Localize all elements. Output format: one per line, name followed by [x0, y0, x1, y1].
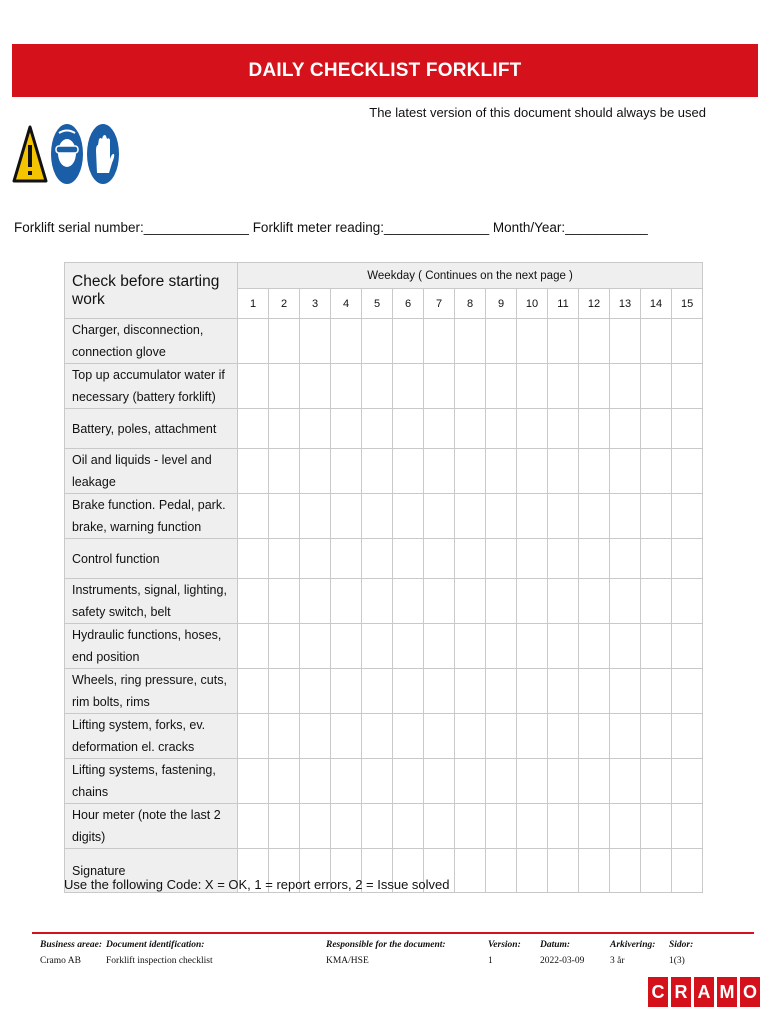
check-cell[interactable] — [579, 759, 610, 804]
day-number: 8 — [455, 289, 486, 319]
check-cell[interactable] — [331, 319, 362, 364]
check-cell[interactable] — [238, 319, 269, 364]
check-cell[interactable] — [331, 449, 362, 494]
check-cell[interactable] — [548, 624, 579, 669]
check-cell[interactable] — [672, 849, 703, 893]
check-cell[interactable] — [486, 624, 517, 669]
check-cell[interactable] — [331, 624, 362, 669]
check-cell[interactable] — [672, 449, 703, 494]
meter-label: Forklift meter reading: — [252, 220, 384, 235]
checklist-item-label: Control function — [65, 539, 238, 579]
check-cell[interactable] — [455, 669, 486, 714]
table-row — [65, 714, 703, 759]
check-cell[interactable] — [610, 494, 641, 539]
check-cell[interactable] — [424, 364, 455, 409]
check-cell[interactable] — [486, 804, 517, 849]
check-cell[interactable] — [238, 624, 269, 669]
check-cell[interactable] — [517, 579, 548, 624]
check-cell[interactable] — [548, 669, 579, 714]
table-row — [65, 669, 703, 714]
check-cell[interactable] — [393, 759, 424, 804]
check-cell[interactable] — [641, 539, 672, 579]
check-cell[interactable] — [362, 319, 393, 364]
check-cell[interactable] — [672, 714, 703, 759]
day-number: 9 — [486, 289, 517, 319]
check-cell[interactable] — [300, 624, 331, 669]
check-cell[interactable] — [331, 714, 362, 759]
check-cell[interactable] — [486, 849, 517, 893]
check-cell[interactable] — [610, 319, 641, 364]
check-cell[interactable] — [610, 579, 641, 624]
day-number: 11 — [548, 289, 579, 319]
check-cell[interactable] — [300, 319, 331, 364]
check-cell[interactable] — [424, 579, 455, 624]
table-row — [65, 364, 703, 409]
check-cell[interactable] — [486, 364, 517, 409]
check-cell[interactable] — [238, 759, 269, 804]
check-cell[interactable] — [486, 409, 517, 449]
table-row — [65, 449, 703, 494]
check-cell[interactable] — [393, 669, 424, 714]
check-cell[interactable] — [269, 579, 300, 624]
checklist-item-label: Lifting system, forks, ev. deformation el. cracks — [65, 714, 238, 759]
table-row — [65, 494, 703, 539]
check-cell[interactable] — [610, 449, 641, 494]
logo-letter: O — [740, 977, 760, 1007]
check-cell[interactable] — [362, 804, 393, 849]
check-cell[interactable] — [269, 319, 300, 364]
checklist-item-label: Instruments, signal, lighting, safety switch, belt — [65, 579, 238, 624]
document-title: DAILY CHECKLIST FORKLIFT — [12, 44, 758, 97]
day-number: 2 — [269, 289, 300, 319]
footer-archiving: Arkivering: 3 år — [610, 940, 656, 966]
check-cell[interactable] — [548, 849, 579, 893]
check-cell[interactable] — [672, 494, 703, 539]
checklist-item-label: Top up accumulator water if necessary (battery forklift) — [65, 364, 238, 409]
day-number: 1 — [238, 289, 269, 319]
check-cell[interactable] — [641, 849, 672, 893]
check-cell[interactable] — [579, 849, 610, 893]
check-cell[interactable] — [641, 494, 672, 539]
check-cell[interactable] — [424, 669, 455, 714]
table-row — [65, 759, 703, 804]
document-footer — [32, 932, 754, 966]
check-cell[interactable] — [672, 759, 703, 804]
logo-letter: R — [671, 977, 691, 1007]
check-cell[interactable] — [548, 449, 579, 494]
check-cell[interactable] — [610, 759, 641, 804]
check-cell[interactable] — [672, 624, 703, 669]
check-cell[interactable] — [300, 449, 331, 494]
check-cell[interactable] — [486, 449, 517, 494]
check-cell[interactable] — [362, 579, 393, 624]
checklist-item-label: Battery, poles, attachment — [65, 409, 238, 449]
check-cell[interactable] — [238, 494, 269, 539]
check-cell[interactable] — [238, 364, 269, 409]
check-cell[interactable] — [269, 669, 300, 714]
check-cell[interactable] — [424, 714, 455, 759]
check-cell[interactable] — [269, 449, 300, 494]
check-cell[interactable] — [393, 579, 424, 624]
check-cell[interactable] — [331, 579, 362, 624]
footer-document-id: Document identification: Forklift inspection checklist — [106, 940, 213, 966]
check-cell[interactable] — [362, 494, 393, 539]
check-cell[interactable] — [486, 714, 517, 759]
check-cell[interactable] — [610, 714, 641, 759]
check-cell[interactable] — [393, 539, 424, 579]
check-cell[interactable] — [393, 449, 424, 494]
check-cell[interactable] — [362, 364, 393, 409]
check-cell[interactable] — [672, 364, 703, 409]
logo-letter: M — [717, 977, 737, 1007]
check-cell[interactable] — [579, 449, 610, 494]
check-cell[interactable] — [455, 409, 486, 449]
check-cell[interactable] — [269, 804, 300, 849]
check-cell[interactable] — [641, 364, 672, 409]
checklist-table — [64, 262, 703, 893]
check-cell[interactable] — [269, 624, 300, 669]
check-cell[interactable] — [579, 624, 610, 669]
check-cell[interactable] — [517, 539, 548, 579]
check-cell[interactable] — [486, 319, 517, 364]
check-cell[interactable] — [548, 364, 579, 409]
checklist-item-label: Wheels, ring pressure, cuts, rim bolts, rims — [65, 669, 238, 714]
month-label: Month/Year: — [492, 220, 566, 235]
check-cell[interactable] — [486, 669, 517, 714]
day-number: 3 — [300, 289, 331, 319]
check-cell[interactable] — [486, 494, 517, 539]
version-note: The latest version of this document should always be used — [369, 105, 706, 120]
check-cell[interactable] — [331, 669, 362, 714]
check-cell[interactable] — [455, 804, 486, 849]
check-cell[interactable] — [579, 804, 610, 849]
check-cell[interactable] — [517, 364, 548, 409]
warning-icon — [12, 123, 48, 185]
check-cell[interactable] — [238, 409, 269, 449]
check-cell[interactable] — [238, 669, 269, 714]
check-cell[interactable] — [393, 804, 424, 849]
logo-letter: A — [694, 977, 714, 1007]
check-cell[interactable] — [517, 624, 548, 669]
check-cell[interactable] — [362, 539, 393, 579]
check-cell[interactable] — [300, 409, 331, 449]
check-cell[interactable] — [610, 409, 641, 449]
check-cell[interactable] — [424, 759, 455, 804]
check-cell[interactable] — [455, 759, 486, 804]
check-cell[interactable] — [517, 804, 548, 849]
check-cell[interactable] — [610, 849, 641, 893]
check-cell[interactable] — [300, 539, 331, 579]
table-row — [65, 319, 703, 364]
checklist-item-label: Hour meter (note the last 2 digits) — [65, 804, 238, 849]
code-legend: Use the following Code: X = OK, 1 = report errors, 2 = Issue solved — [64, 877, 450, 892]
check-cell[interactable] — [641, 669, 672, 714]
check-cell[interactable] — [362, 714, 393, 759]
check-cell[interactable] — [579, 319, 610, 364]
check-cell[interactable] — [672, 409, 703, 449]
check-cell[interactable] — [548, 409, 579, 449]
check-cell[interactable] — [393, 319, 424, 364]
check-cell[interactable] — [579, 579, 610, 624]
check-cell[interactable] — [424, 409, 455, 449]
serial-field[interactable]: ______________ — [143, 220, 249, 235]
day-number: 13 — [610, 289, 641, 319]
check-cell[interactable] — [517, 409, 548, 449]
check-cell[interactable] — [517, 319, 548, 364]
checklist-item-label: Signature — [65, 849, 238, 893]
check-cell[interactable] — [393, 364, 424, 409]
check-cell[interactable] — [424, 449, 455, 494]
check-cell[interactable] — [579, 669, 610, 714]
check-cell[interactable] — [610, 624, 641, 669]
check-cell[interactable] — [455, 449, 486, 494]
check-cell[interactable] — [269, 364, 300, 409]
checklist-item-label: Charger, disconnection, connection glove — [65, 319, 238, 364]
check-cell[interactable] — [269, 539, 300, 579]
table-row — [65, 804, 703, 849]
check-cell[interactable] — [672, 539, 703, 579]
check-cell[interactable] — [579, 539, 610, 579]
check-cell[interactable] — [300, 759, 331, 804]
check-cell[interactable] — [424, 624, 455, 669]
cramo-logo — [648, 977, 760, 1007]
checklist-item-label: Lifting systems, fastening, chains — [65, 759, 238, 804]
check-cell[interactable] — [331, 364, 362, 409]
check-cell[interactable] — [641, 804, 672, 849]
check-cell[interactable] — [579, 364, 610, 409]
check-cell[interactable] — [455, 624, 486, 669]
day-number: 5 — [362, 289, 393, 319]
check-cell[interactable] — [455, 849, 486, 893]
check-cell[interactable] — [486, 539, 517, 579]
forklift-info-line — [14, 220, 648, 235]
weekday-header: Weekday ( Continues on the next page ) — [238, 263, 703, 289]
check-cell[interactable] — [548, 539, 579, 579]
day-number: 4 — [331, 289, 362, 319]
footer-version: Version: 1 — [488, 940, 521, 966]
check-cell[interactable] — [424, 804, 455, 849]
check-cell[interactable] — [238, 539, 269, 579]
check-cell[interactable] — [393, 409, 424, 449]
check-cell[interactable] — [610, 669, 641, 714]
check-cell[interactable] — [641, 579, 672, 624]
check-cell[interactable] — [610, 804, 641, 849]
check-cell[interactable] — [672, 319, 703, 364]
check-cell[interactable] — [331, 759, 362, 804]
table-row — [65, 624, 703, 669]
check-cell[interactable] — [455, 579, 486, 624]
check-cell[interactable] — [579, 409, 610, 449]
check-cell[interactable] — [300, 804, 331, 849]
check-cell[interactable] — [548, 804, 579, 849]
logo-letter: C — [648, 977, 668, 1007]
check-cell[interactable] — [455, 319, 486, 364]
check-cell[interactable] — [548, 759, 579, 804]
footer-responsible: Responsible for the document: KMA/HSE — [326, 940, 446, 966]
check-cell[interactable] — [641, 624, 672, 669]
check-cell[interactable] — [300, 494, 331, 539]
footer-date: Datum: 2022-03-09 — [540, 940, 585, 966]
checklist-item-label: Brake function. Pedal, park. brake, warning function — [65, 494, 238, 539]
check-cell[interactable] — [517, 714, 548, 759]
check-cell[interactable] — [486, 579, 517, 624]
check-cell[interactable] — [548, 319, 579, 364]
check-cell[interactable] — [455, 539, 486, 579]
check-cell[interactable] — [238, 579, 269, 624]
check-cell[interactable] — [269, 494, 300, 539]
check-cell[interactable] — [269, 409, 300, 449]
check-cell[interactable] — [331, 804, 362, 849]
check-cell[interactable] — [672, 669, 703, 714]
check-cell[interactable] — [238, 714, 269, 759]
check-cell[interactable] — [238, 449, 269, 494]
check-cell[interactable] — [579, 714, 610, 759]
check-cell[interactable] — [424, 539, 455, 579]
check-cell[interactable] — [362, 409, 393, 449]
check-cell[interactable] — [672, 804, 703, 849]
footer-business-area: Business areae: Cramo AB — [40, 940, 103, 966]
day-number: 12 — [579, 289, 610, 319]
check-cell[interactable] — [548, 714, 579, 759]
check-cell[interactable] — [300, 579, 331, 624]
checklist-item-label: Hydraulic functions, hoses, end position — [65, 624, 238, 669]
check-cell[interactable] — [517, 449, 548, 494]
check-cell[interactable] — [641, 449, 672, 494]
check-cell[interactable] — [672, 579, 703, 624]
day-number: 6 — [393, 289, 424, 319]
day-number: 15 — [672, 289, 703, 319]
check-cell[interactable] — [641, 714, 672, 759]
check-cell[interactable] — [238, 804, 269, 849]
table-row — [65, 539, 703, 579]
serial-label: Forklift serial number: — [14, 220, 144, 235]
check-cell[interactable] — [517, 759, 548, 804]
check-cell[interactable] — [610, 539, 641, 579]
check-cell[interactable] — [424, 494, 455, 539]
checklist-item-label: Oil and liquids - level and leakage — [65, 449, 238, 494]
check-cell[interactable] — [362, 624, 393, 669]
check-cell[interactable] — [517, 849, 548, 893]
face-protection-icon — [50, 123, 84, 185]
check-cell[interactable] — [300, 669, 331, 714]
check-cell[interactable] — [393, 714, 424, 759]
check-cell[interactable] — [548, 579, 579, 624]
check-cell[interactable] — [300, 364, 331, 409]
check-cell[interactable] — [331, 409, 362, 449]
check-cell[interactable] — [579, 494, 610, 539]
check-cell[interactable] — [362, 449, 393, 494]
month-field[interactable]: ___________ — [565, 220, 648, 235]
check-cell[interactable] — [610, 364, 641, 409]
check-cell[interactable] — [393, 494, 424, 539]
check-cell[interactable] — [331, 494, 362, 539]
table-row — [65, 409, 703, 449]
check-cell[interactable] — [269, 714, 300, 759]
day-number: 14 — [641, 289, 672, 319]
check-cell[interactable] — [424, 319, 455, 364]
check-cell[interactable] — [362, 759, 393, 804]
day-number: 10 — [517, 289, 548, 319]
check-cell[interactable] — [517, 494, 548, 539]
check-cell[interactable] — [455, 364, 486, 409]
gloves-icon — [86, 123, 120, 185]
check-cell[interactable] — [486, 759, 517, 804]
check-cell[interactable] — [517, 669, 548, 714]
check-cell[interactable] — [331, 539, 362, 579]
check-cell[interactable] — [641, 409, 672, 449]
check-cell[interactable] — [393, 624, 424, 669]
footer-pages: Sidor: 1(3) — [669, 940, 694, 966]
day-number: 7 — [424, 289, 455, 319]
check-cell[interactable] — [269, 759, 300, 804]
check-cell[interactable] — [455, 714, 486, 759]
meter-field[interactable]: ______________ — [383, 220, 490, 235]
check-cell[interactable] — [641, 759, 672, 804]
check-cell[interactable] — [548, 494, 579, 539]
check-header: Check before starting work — [65, 263, 238, 319]
table-row — [65, 579, 703, 624]
check-cell[interactable] — [455, 494, 486, 539]
check-cell[interactable] — [362, 669, 393, 714]
check-cell[interactable] — [300, 714, 331, 759]
check-cell[interactable] — [641, 319, 672, 364]
